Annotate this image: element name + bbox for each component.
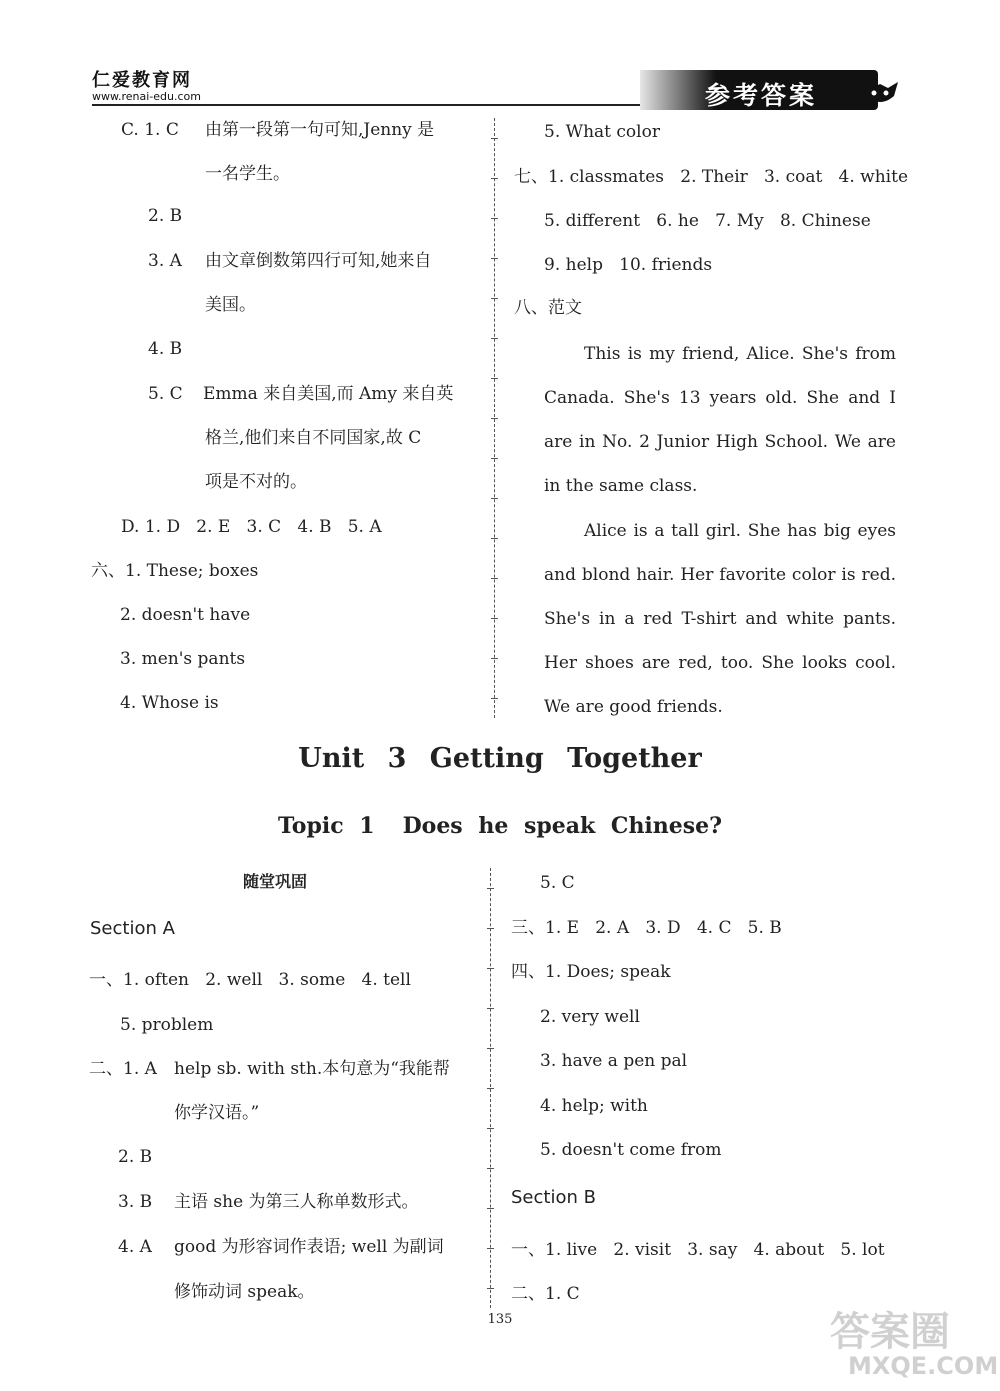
answer-c1-explanation-line2: 一名学生。 <box>205 164 290 184</box>
answers-six-4: 4. Whose is <box>120 693 219 713</box>
section-b-heading: Section B <box>511 1187 596 1208</box>
section-eight-label: 八、范文 <box>514 298 582 318</box>
answer-c2: 2. B <box>148 206 183 226</box>
answer-two-3-explanation: 主语 she 为第三人称单数形式。 <box>174 1192 419 1212</box>
answer-c5-number: 5. C <box>148 384 183 404</box>
answer-c5-explanation-line1: Emma 来自美国,而 Amy 来自英 <box>203 384 454 404</box>
site-url: www.renai-edu.com <box>92 90 201 103</box>
answer-5-c: 5. C <box>540 873 575 893</box>
watermark-url: MXQE.COM <box>848 1352 999 1380</box>
topic-title <box>0 813 1000 839</box>
unit-title: Unit 3 Getting Together <box>298 743 702 774</box>
answers-one-line2: 5. problem <box>120 1015 214 1035</box>
answer-c3-explanation-line2: 美国。 <box>205 295 256 315</box>
watermark-logo: 答案圈 <box>830 1309 950 1355</box>
answers-six-3: 3. men's pants <box>120 649 246 669</box>
answer-c3-number: 3. A <box>148 251 182 271</box>
answers-six-1: 六、1. These; boxes <box>91 561 259 581</box>
answer-5-what-color: 5. What color <box>544 122 660 142</box>
answers-four-2: 2. very well <box>540 1007 640 1027</box>
column-divider-bottom <box>490 868 491 1308</box>
answers-two-section-b: 二、1. C <box>511 1284 580 1304</box>
answer-c1-number: C. 1. C <box>121 120 179 140</box>
answer-two-4-explanation-line1: good 为形容词作表语; well 为副词 <box>174 1237 444 1257</box>
answer-c4: 4. B <box>148 339 183 359</box>
answers-three: 三、1. E 2. A 3. D 4. C 5. B <box>511 918 782 938</box>
page-number: 135 <box>487 1312 513 1327</box>
answers-seven-line1: 七、1. classmates 2. Their 3. coat 4. white <box>514 167 909 187</box>
answers-seven-line2: 5. different 6. he 7. My 8. Chinese <box>544 211 871 231</box>
answer-two-3-number: 3. B <box>118 1192 153 1212</box>
answers-one-line1: 一、1. often 2. well 3. some 4. tell <box>89 970 411 990</box>
brand-name: 仁爱教育网 <box>92 70 192 91</box>
model-essay-paragraph-2: Alice is a tall girl. She has big eyes and blond hair. Her favorite color is red. She's in a red T-shirt and white pants. Her shoes are red, too. She looks cool. We are good friends. <box>544 521 896 717</box>
topic-number: Topic 1 <box>277 813 375 839</box>
answers-six-2: 2. doesn't have <box>120 605 251 625</box>
answers-four-5: 5. doesn't come from <box>540 1140 722 1160</box>
answer-two-1-explanation-line1: help sb. with sth.本句意为“我能帮 <box>174 1059 450 1079</box>
answer-c3-explanation-line1: 由文章倒数第四行可知,她来自 <box>205 251 432 271</box>
column-divider-top <box>494 118 495 718</box>
answer-two-2: 2. B <box>118 1147 153 1167</box>
answers-one-section-b: 一、1. live 2. visit 3. say 4. about 5. lot <box>511 1240 885 1260</box>
answers-d: D. 1. D 2. E 3. C 4. B 5. A <box>121 517 382 537</box>
answer-two-1-number: 二、1. A <box>89 1059 157 1079</box>
answer-two-4-number: 4. A <box>118 1237 152 1257</box>
answers-seven-line3: 9. help 10. friends <box>544 255 713 275</box>
answer-two-1-explanation-line2: 你学汉语。” <box>174 1103 260 1123</box>
answers-four-3: 3. have a pen pal <box>540 1051 688 1071</box>
model-essay-paragraph-1: This is my friend, Alice. She's from Canada. She's 13 years old. She and I are in No. 2 Junior High School. We are in the same class. <box>544 344 896 496</box>
subheading-practice: 随堂巩固 <box>243 872 308 891</box>
topic-name: Does he speak Chinese? <box>402 813 723 839</box>
banner-title: 参考答案 <box>705 81 818 110</box>
answer-c5-explanation-line3: 项是不对的。 <box>205 472 307 492</box>
answer-c5-explanation-line2: 格兰,他们来自不同国家,故 C <box>205 428 422 448</box>
answers-four-1: 四、1. Does; speak <box>511 962 671 982</box>
header-rule <box>92 104 682 106</box>
answers-four-4: 4. help; with <box>540 1096 648 1116</box>
answer-two-4-explanation-line2: 修饰动词 speak。 <box>174 1282 315 1302</box>
fox-icon <box>860 78 900 110</box>
section-a-heading: Section A <box>90 918 175 939</box>
answer-c1-explanation-line1: 由第一段第一句可知,Jenny 是 <box>205 120 435 140</box>
